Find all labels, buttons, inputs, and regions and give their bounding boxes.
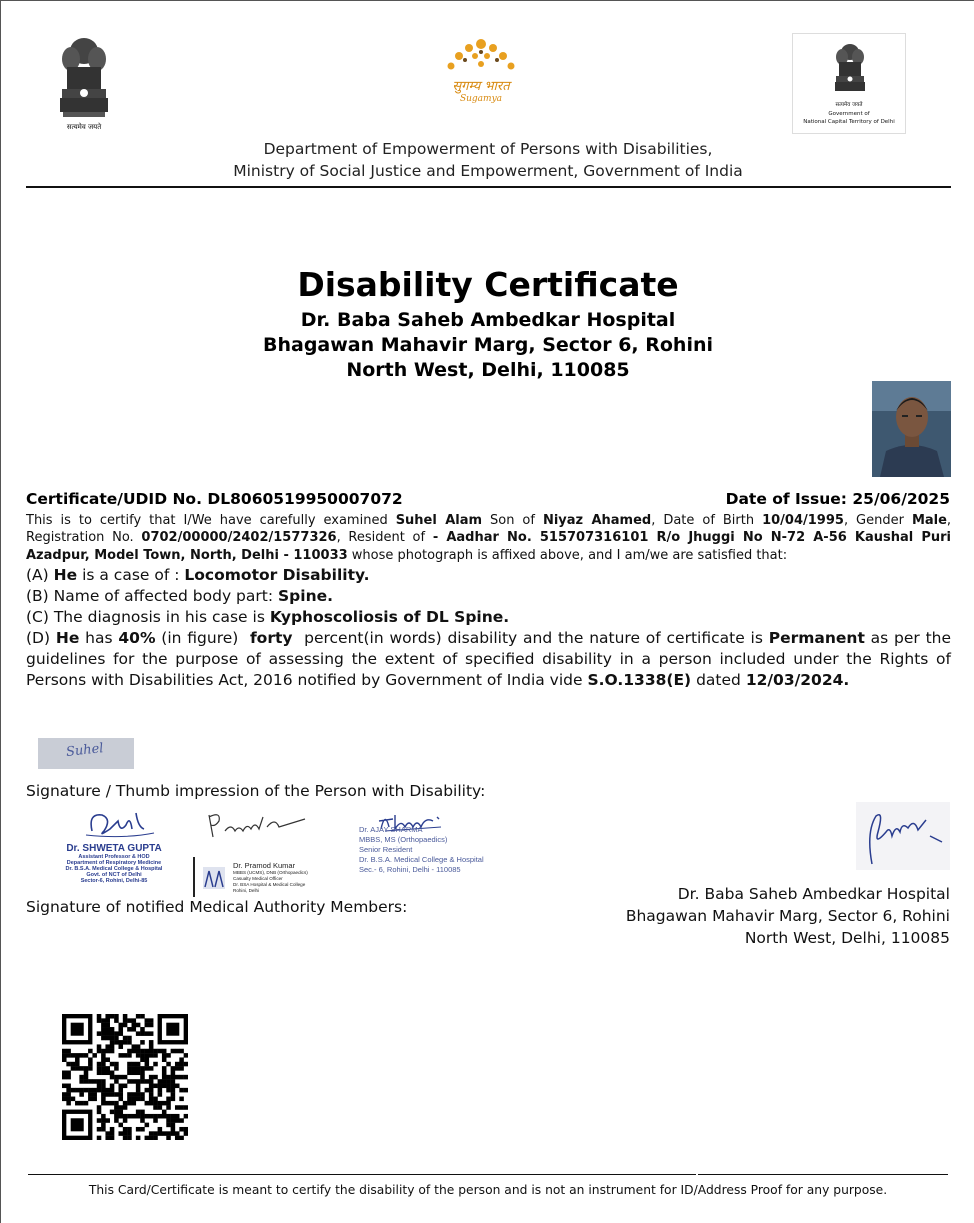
stamp1-line3: Dr. B.S.A. Medical College & Hospital — [65, 866, 163, 872]
stamp-emblem-icon — [201, 865, 227, 891]
notification-number: S.O.1338(E) — [587, 671, 692, 689]
stamp2-line2: Casualty Medical Officer — [233, 876, 283, 881]
stamp1-name: Dr. SHWETA GUPTA — [66, 843, 162, 854]
disability-type: Locomotor Disability. — [184, 566, 370, 584]
udid-label: Certificate/UDID No. — [26, 490, 202, 508]
stamp-ajay-sharma — [359, 807, 509, 877]
stamp2-name: Dr. Pramod Kumar — [233, 861, 296, 870]
person-signature: Suhel — [65, 741, 105, 760]
footer-divider-left — [28, 1174, 696, 1175]
finding-a: (A) He is a case of : Locomotor Disability. — [26, 566, 370, 584]
gender: Male — [911, 513, 947, 528]
right-emblem-line1: Government of — [828, 111, 870, 117]
footer-disclaimer: This Card/Certificate is meant to certify the disability of the person and is not an instrument for ID/Address Proof for any purpose. — [88, 1183, 888, 1197]
date-of-birth: 10/04/1995 — [762, 513, 844, 528]
footer-divider-right — [698, 1174, 948, 1175]
finding-c: (C) The diagnosis in his case is Kyphoscoliosis of DL Spine. — [26, 608, 510, 626]
percent-words: forty — [249, 629, 293, 647]
udid-number: DL8060519950007072 — [207, 490, 403, 508]
notification-date: 12/03/2024. — [745, 671, 850, 689]
stamp3-name: Dr. AJAY SHARMA — [359, 825, 423, 834]
issue-label: Date of Issue: — [725, 490, 847, 508]
body-part: Spine. — [278, 587, 334, 605]
person-signature-box — [38, 738, 134, 769]
person-name: Suhel Alam — [395, 513, 483, 528]
authority-signature-right — [856, 802, 950, 870]
percent-figure: 40% — [118, 629, 156, 647]
father-name: Niyaz Ahamed — [542, 513, 652, 528]
hospital-address-1: Bhagawan Mahavir Marg, Sector 6, Rohini — [262, 334, 714, 356]
sugamya-bharat-logo — [433, 34, 529, 114]
authority-signature-label: Signature of notified Medical Authority Members: — [26, 898, 408, 916]
stamp2-bar — [193, 857, 195, 897]
left-emblem-caption: सत्यमेव जयते — [66, 123, 102, 131]
national-emblem-left — [49, 31, 119, 131]
hospital-name: Dr. Baba Saheb Ambedkar Hospital — [300, 309, 676, 331]
signature-scribble-icon — [205, 807, 315, 841]
sign-hospital-address-2: North West, Delhi, 110085 — [744, 929, 950, 947]
person-photo — [872, 381, 951, 477]
signature-scribble-icon — [84, 807, 164, 843]
stamp2-line3: Dr. BSA Hospital & Medical College — [233, 882, 306, 887]
hospital-address-2: North West, Delhi, 110085 — [346, 359, 630, 381]
stamp3-line2: Senior Resident — [359, 845, 413, 854]
sugamya-logo-script: Sugamya — [459, 94, 503, 104]
delhi-govt-emblem — [792, 33, 906, 134]
resident-address: - Aadhar No. 515707316101 R/o Jhuggi No N-72 A-56 Kaushal Puri Azadpur, Model Town, North, Delhi - 110033 — [26, 530, 951, 563]
certify-paragraph: This is to certify that I/We have carefully examined Suhel Alam Son of Niyaz Ahamed, Date of Birth 10/04/1995, Gender Male, Registration No. 0702/00000/2402/1577326, Resident of - Aadhar No. 515707316101 R/o Jhuggi No N-72 A-56 Kaushal Puri Azadpur, Model Town, North, Delhi - 110033 whose photograph is affixed above, and I am/we are satisfied that: — [26, 513, 952, 563]
department-line-1: Department of Empowerment of Persons with Disabilities, — [263, 140, 713, 158]
stamp1-line2: Department of Respiratory Medicine — [66, 860, 162, 866]
stamp-shweta-gupta — [39, 807, 189, 889]
stamp-pramod-kumar — [189, 807, 349, 897]
department-line-2: Ministry of Social Justice and Empowerment, Government of India — [233, 162, 743, 180]
diagnosis: Kyphoscoliosis of DL Spine. — [269, 608, 510, 626]
lion-capital-icon — [828, 40, 872, 96]
registration-number: 0702/00000/2402/1577326 — [141, 530, 337, 546]
stamp1-line4: Govt. of NCT of Delhi — [86, 872, 142, 878]
certificate-nature: Permanent — [768, 629, 865, 647]
stamp1-line5: Sector-6, Rohini, Delhi-85 — [80, 878, 148, 884]
stamp2-line4: Rohini, Delhi — [233, 888, 260, 893]
person-photo-image — [872, 381, 951, 477]
sign-hospital-address-1: Bhagawan Mahavir Marg, Sector 6, Rohini — [625, 907, 950, 925]
finding-d: (D) He has 40% (in figure) forty percent(in words) disability and the nature of certificate is Permanent as per the guidelines for the purpose of assessing the extent of specified disability in a person included under the Rights of Persons with Disabilities Act, 2016 notified by Government of India vide S.O.1338(E) dated 12/03/2024. — [26, 629, 952, 689]
sign-hospital-name: Dr. Baba Saheb Ambedkar Hospital — [677, 885, 950, 903]
person-signature-label: Signature / Thumb impression of the Person with Disability: — [26, 782, 486, 800]
issue-date: 25/06/2025 — [852, 490, 950, 508]
udid-line — [26, 490, 403, 508]
issue-date-line — [726, 490, 950, 508]
certificate-title: Disability Certificate — [297, 265, 679, 304]
stamp3-line1: MBBS, MS (Orthopaedics) — [359, 835, 448, 844]
right-emblem-line2: National Capital Territory of Delhi — [803, 119, 895, 125]
finding-b: (B) Name of affected body part: Spine. — [26, 587, 334, 605]
right-emblem-caption: सत्यमेव जयते — [835, 102, 863, 108]
lion-capital-icon — [49, 31, 119, 119]
signature-scribble-icon — [856, 802, 950, 870]
header-divider — [26, 186, 951, 188]
qr-code-icon — [62, 1014, 188, 1140]
stamp3-line3: Dr. B.S.A. Medical College & Hospital — [359, 855, 484, 864]
stamp1-line1: Assistant Professor & HOD — [78, 854, 150, 860]
sugamya-logo-hindi: सुगम्य भारत — [452, 79, 510, 94]
qr-code — [62, 1014, 188, 1140]
stamp2-line1: MBBS (UCMS), DNB (Orthopaedics) — [233, 870, 308, 875]
stamp3-line4: Sec.- 6, Rohini, Delhi - 110085 — [359, 865, 461, 874]
